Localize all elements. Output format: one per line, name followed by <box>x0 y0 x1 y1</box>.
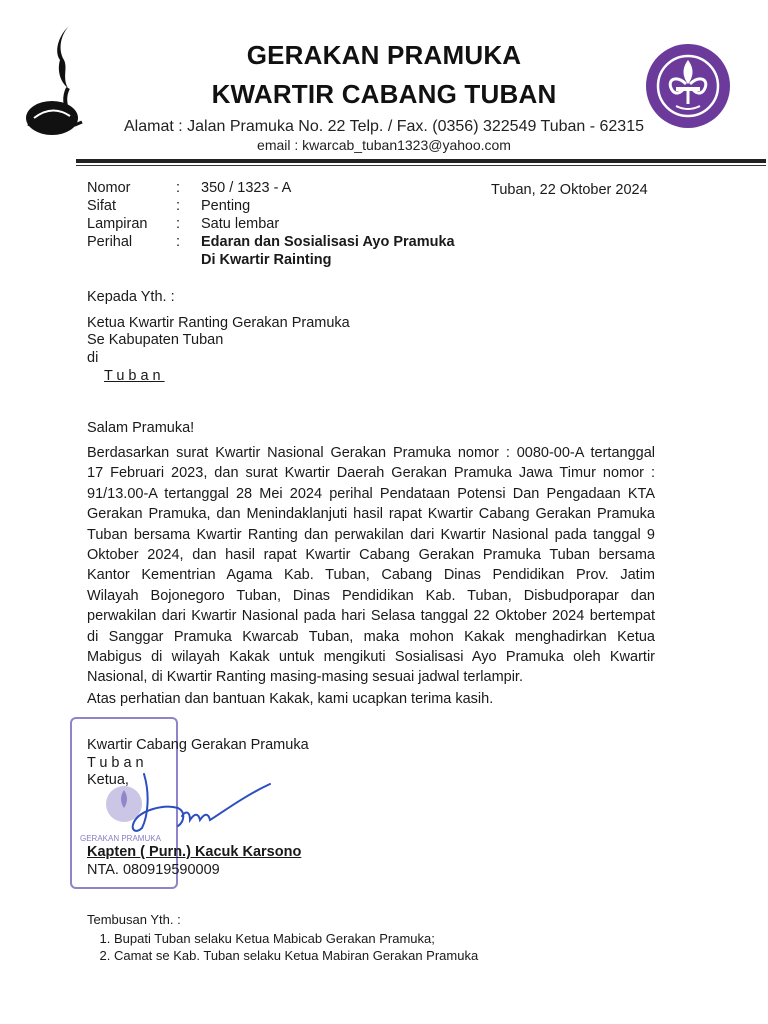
paragraph-line: 17 Februari 2023, dan surat Kwartir Daerah Gerakan Pramuka Jawa Timur nomor : <box>87 465 655 482</box>
closing-sentence: Atas perhatian dan bantuan Kakak, kami ucapkan terima kasih. <box>87 691 494 707</box>
scout-emblem-icon <box>646 44 730 128</box>
signatory-nta: NTA. 080919590009 <box>87 862 220 878</box>
list-item: 1. Bupati Tuban selaku Ketua Mabicab Gerakan Pramuka; <box>114 930 691 947</box>
lampiran-value: Satu lembar <box>201 216 280 232</box>
paragraph-line: Mabigus di wilayah Kakak untuk mengikuti Sosialisasi Ayo Pramuka oleh Kwartir <box>87 649 655 666</box>
salutation: Salam Pramuka! <box>87 420 195 436</box>
paragraph-line: perwakilan dari Kwartir Nasional pada hari Selasa tanggal 22 Oktober 2024 bertempat <box>87 608 655 625</box>
body-paragraph <box>87 443 655 688</box>
paragraph-line: Tuban bersama Kwartir Ranting dan perwakilan dari Kwartir Nasional pada tanggal 9 <box>87 526 655 543</box>
recipient-city: Tuban <box>104 368 165 384</box>
signature-role: Ketua, <box>87 772 129 788</box>
paragraph-line: Berdasarkan surat Kwartir Nasional Gerakan Pramuka nomor : 0080-00-A tertanggal <box>87 445 655 461</box>
sifat-colon: : <box>176 198 181 214</box>
nomor-label: Nomor <box>87 180 131 196</box>
header-address: Alamat : Jalan Pramuka No. 22 Telp. / Fax. (0356) 322549 Tuban - 62315 <box>123 118 644 135</box>
recipient-line-1: Ketua Kwartir Ranting Gerakan Pramuka <box>87 315 350 331</box>
header-email: email : kwarcab_tuban1323@yahoo.com <box>257 137 511 153</box>
header-rule-thin <box>76 165 766 166</box>
paragraph-line: di Sanggar Pramuka Kwarcab Tuban, maka mohon Kakak menghadirkan Ketua <box>87 628 655 645</box>
perihal-label: Perihal <box>87 234 133 250</box>
paragraph-line: 91/13.00-A tertanggal 28 Mei 2024 perihal Pendataan Potensi Dan Pengadaan KTA <box>87 485 655 502</box>
recipient-line-2: Se Kabupaten Tuban <box>87 332 224 348</box>
recipient-line-3: di <box>87 350 99 366</box>
signature-city: Tuban <box>87 755 148 771</box>
paragraph-line: Kantor Kementrian Agama Kab. Tuban, Cabang Dinas Pendidikan Prov. Jatim <box>87 567 655 584</box>
paragraph-line: Wilayah Bojonegoro Tuban, Dinas Pendidikan Kab. Tuban, Disbudporapar dan <box>87 587 655 604</box>
copies-title: Tembusan Yth. : <box>87 912 181 927</box>
stamp-text: GERAKAN PRAMUKA <box>80 834 161 843</box>
perihal-line-1: Edaran dan Sosialisasi Ayo Pramuka <box>201 234 455 250</box>
sifat-value: Penting <box>201 198 251 214</box>
nomor-value: 350 / 1323 - A <box>201 180 292 196</box>
perihal-line-2: Di Kwartir Rainting <box>201 252 332 268</box>
signatory-name: Kapten ( Purn.) Kacuk Karsono <box>87 844 302 860</box>
signature-org: Kwartir Cabang Gerakan Pramuka <box>87 737 309 753</box>
paragraph-line: Gerakan Pramuka, dan Menindaklanjuti hasil rapat Kwartir Cabang Gerakan Pramuka <box>87 506 655 523</box>
list-item: 2. Camat se Kab. Tuban selaku Ketua Mabiran Gerakan Pramuka <box>114 947 691 964</box>
copies-list <box>91 930 691 964</box>
branch-name: KWARTIR CABANG TUBAN <box>211 79 557 109</box>
paragraph-line: Nasional, di Kwartir Ranting masing-masing sesuai jadwal terlampir. <box>87 669 523 686</box>
perihal-colon: : <box>176 234 181 250</box>
sifat-label: Sifat <box>87 198 117 214</box>
header-rule-thick <box>76 159 766 163</box>
handwritten-signature <box>124 764 274 844</box>
org-name: GERAKAN PRAMUKA <box>246 40 522 70</box>
nomor-colon: : <box>176 180 181 196</box>
lampiran-colon: : <box>176 216 181 232</box>
recipient-greeting: Kepada Yth. : <box>87 289 175 305</box>
place-date: Tuban, 22 Oktober 2024 <box>491 182 648 198</box>
lampiran-label: Lampiran <box>87 216 148 232</box>
paragraph-line: Oktober 2024, dan hasil rapat Kwartir Cabang Gerakan Pramuka Tuban bersama <box>87 547 655 564</box>
